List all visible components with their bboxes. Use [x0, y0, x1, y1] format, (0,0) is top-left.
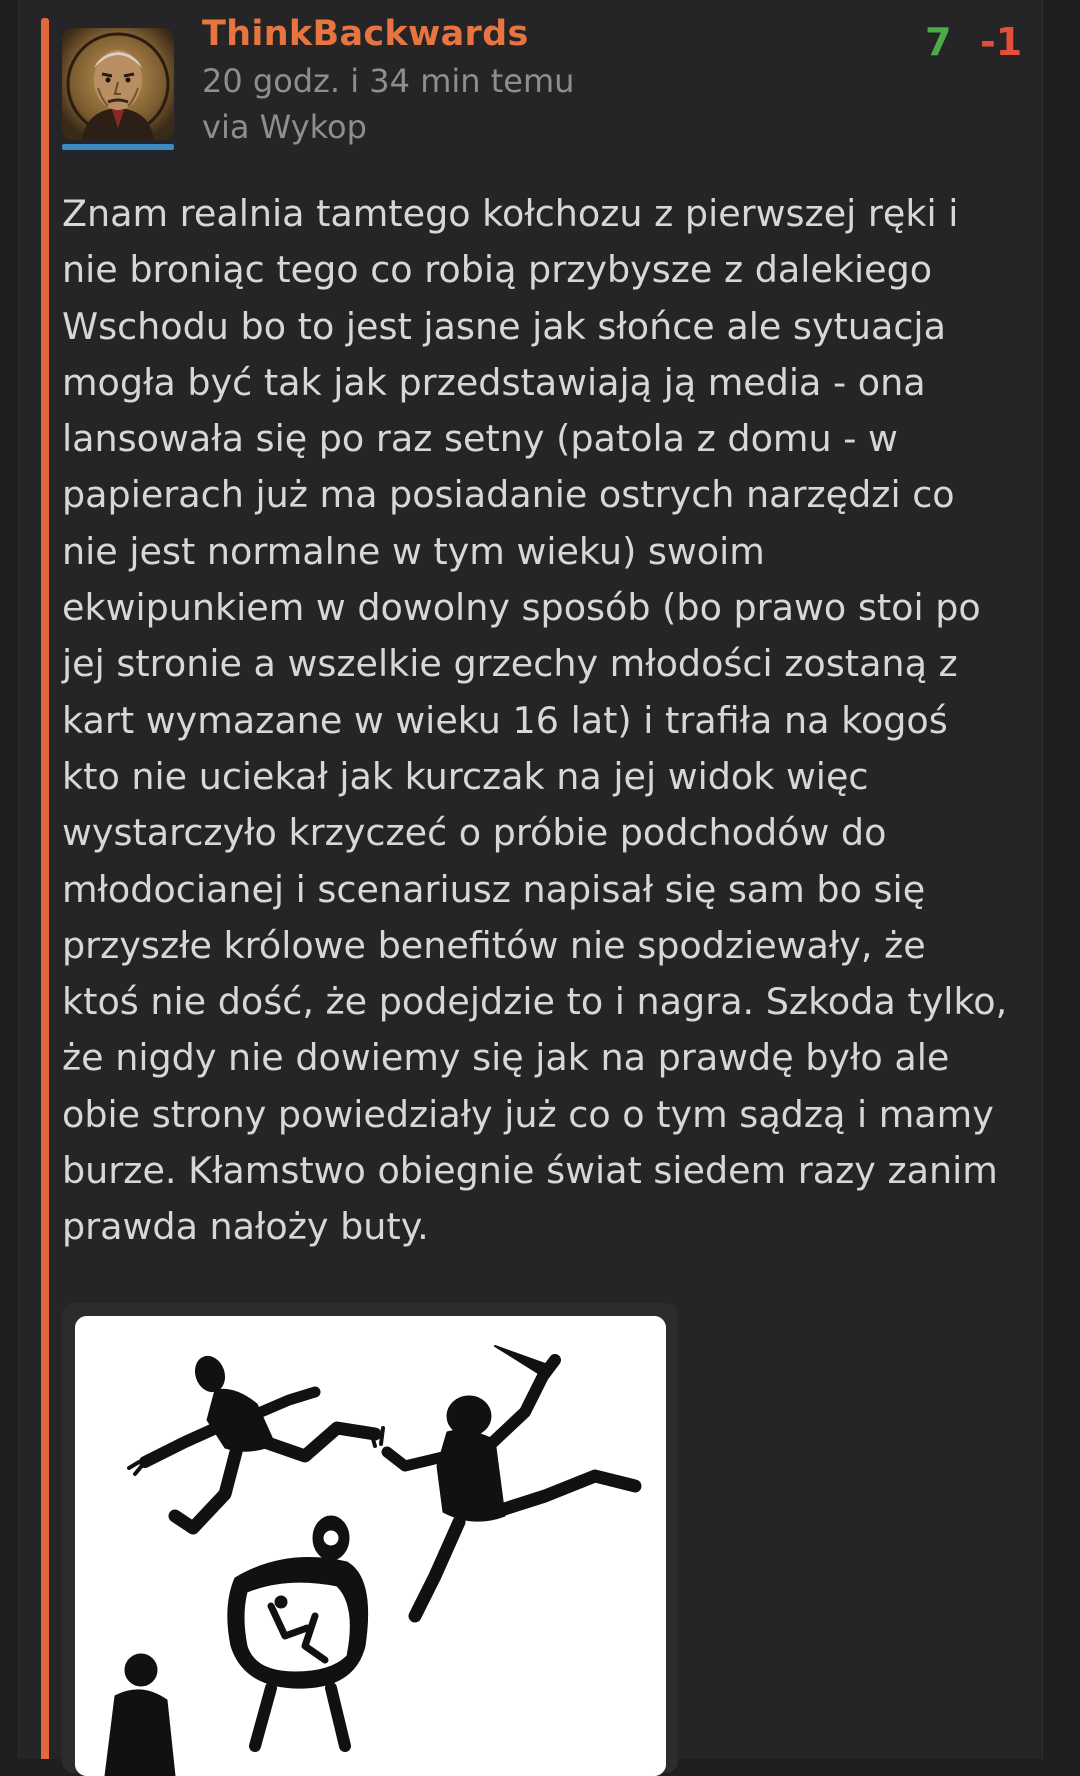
upvote-count[interactable]: 7 [925, 20, 952, 64]
post-body: Znam realnia tamtego kołchozu z pierwszej ręki i nie broniąc tego co robią przybysze z dalekiego Wschodu bo to jest jasne jak słońce ale sytuacja mogła być tak jak przedstawiają ją media - ona lansowała się po raz setny (patola z domu - w papierach już ma posiadanie ostrych narzędzi co nie jest normalne w tym wieku) swoim ekwipunkiem w dowolny sposób (bo prawo stoi po jej stronie a wszelkie grzechy młodości zostaną z kart wymazane w wieku 16 lat) i trafiła na kogoś kto nie uciekał jak kurczak na jej widok więc wystarczyło krzyczeć o próbie podchodów do młodocianej i scenariusz napisał się sam bo się przyszłe królowe benefitów nie spodziewały, że ktoś nie dość, że podejdzie to i nagra. Szkoda tylko, że nigdy nie dowiemy się jak na prawdę było ale obie strony powiedziały już co o tym sądzą i mamy burze. Kłamstwo obiegnie świat siedem razy zanim prawda nałoży buty. [62, 192, 1008, 1249]
post-source: via Wykop [202, 108, 367, 146]
page-edge [1042, 0, 1080, 1759]
post-timestamp: 20 godz. i 34 min temu [202, 62, 575, 100]
thread-accent-bar [41, 18, 49, 1759]
figures-chase-illustration [75, 1316, 666, 1776]
author-username[interactable]: ThinkBackwards [202, 14, 529, 54]
avatar[interactable] [62, 28, 174, 140]
avatar-underline [62, 144, 174, 150]
avatar-portrait-icon [62, 28, 174, 140]
downvote-count[interactable]: -1 [980, 20, 1023, 64]
embedded-image[interactable] [75, 1316, 666, 1776]
